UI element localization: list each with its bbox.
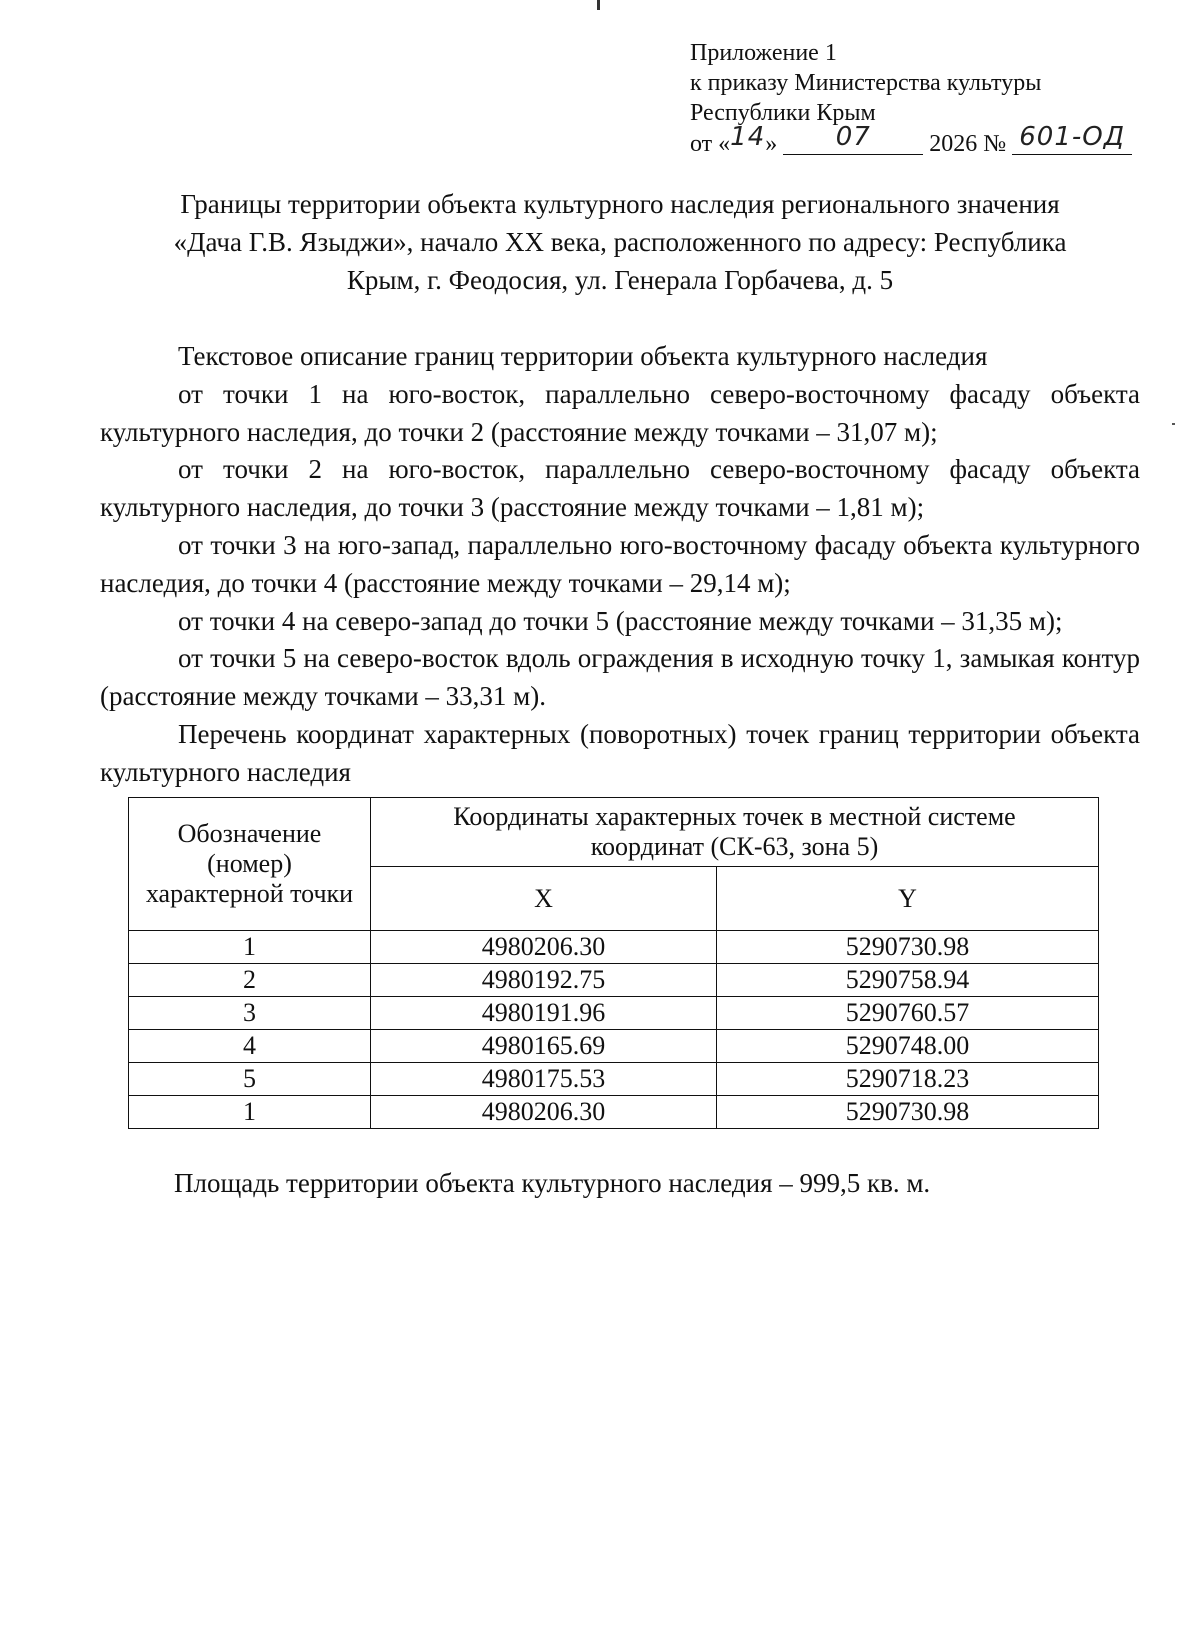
- cell-point: 1: [129, 931, 371, 964]
- appendix-line-1: Приложение 1: [690, 40, 837, 66]
- segment-1-2: от точки 1 на юго-восток, параллельно северо-восточному фасаду объекта культурного наследия, до точки 2 (расстояние между точками – 31,07 м);: [100, 378, 1140, 447]
- cell-y: 5290730.98: [717, 931, 1099, 964]
- cell-x: 4980206.30: [371, 1096, 717, 1129]
- appendix-block: [690, 38, 1170, 159]
- cell-y: 5290758.94: [717, 964, 1099, 997]
- cell-point: 1: [129, 1096, 371, 1129]
- appendix-line-3: Республики Крым: [690, 100, 876, 126]
- coordinates-table: [128, 797, 1099, 1129]
- cell-y: 5290760.57: [717, 997, 1099, 1030]
- table-row: [129, 997, 1099, 1030]
- appendix-date-line: [690, 122, 1170, 159]
- segment-4-5: от точки 4 на северо-запад до точки 5 (расстояние между точками – 31,35 м);: [178, 605, 1063, 636]
- table-row: [129, 1063, 1099, 1096]
- order-number-field: [1012, 122, 1132, 155]
- order-number-handwritten: 601-ОД: [1019, 122, 1126, 152]
- coords-intro: Перечень координат характерных (поворотных) точек границ территории объекта культурного наследия: [100, 718, 1140, 787]
- cell-y: 5290730.98: [717, 1096, 1099, 1129]
- cell-x: 4980175.53: [371, 1063, 717, 1096]
- title-line-2: «Дача Г.В. Языджи», начало XX века, расположенного по адресу: Республика: [173, 227, 1067, 257]
- table-row: [129, 964, 1099, 997]
- date-month-handwritten: 07: [835, 122, 871, 152]
- cell-point: 4: [129, 1030, 371, 1063]
- table-row: [129, 931, 1099, 964]
- cell-x: 4980206.30: [371, 931, 717, 964]
- header-y: Y: [717, 867, 1099, 931]
- title-line-1: Границы территории объекта культурного наследия регионального значения: [180, 189, 1060, 219]
- segment-3-4: от точки 3 на юго-запад, параллельно юго-восточному фасаду объекта культурного наследия, до точки 4 (расстояние между точками – 29,14 м);: [100, 529, 1140, 598]
- cell-x: 4980165.69: [371, 1030, 717, 1063]
- date-day-handwritten: 14: [730, 122, 766, 152]
- cell-x: 4980192.75: [371, 964, 717, 997]
- cell-y: 5290718.23: [717, 1063, 1099, 1096]
- segment-2-3: от точки 2 на юго-восток, параллельно северо-восточному фасаду объекта культурного наследия, до точки 3 (расстояние между точками – 1,81 м);: [100, 454, 1140, 523]
- date-prefix: от «: [690, 131, 731, 157]
- document-title: [100, 185, 1140, 299]
- header-point: Обозначение (номер) характерной точки: [129, 798, 371, 931]
- cell-point: 2: [129, 964, 371, 997]
- header-x: X: [371, 867, 717, 931]
- segment-5-1: от точки 5 на северо-восток вдоль ограждения в исходную точку 1, замыкая контур (расстояние между точками – 33,31 м).: [100, 643, 1140, 712]
- area-statement: Площадь территории объекта культурного наследия – 999,5 кв. м.: [174, 1168, 931, 1198]
- cell-point: 3: [129, 997, 371, 1030]
- scan-dot: [1172, 423, 1175, 425]
- date-mid: »: [765, 131, 778, 157]
- title-line-3: Крым, г. Феодосия, ул. Генерала Горбачева, д. 5: [346, 265, 894, 295]
- boundary-description: [100, 338, 1140, 792]
- page-top-mark: [597, 0, 600, 10]
- cell-x: 4980191.96: [371, 997, 717, 1030]
- header-coordinates: Координаты характерных точек в местной системе координат (СК-63, зона 5): [371, 798, 1099, 867]
- cell-y: 5290748.00: [717, 1030, 1099, 1063]
- date-year-no: 2026 №: [929, 131, 1007, 157]
- date-month-field: [783, 122, 923, 155]
- table-row: [129, 1096, 1099, 1129]
- appendix-line-2: к приказу Министерства культуры: [690, 70, 1042, 96]
- cell-point: 5: [129, 1063, 371, 1096]
- description-heading: Текстовое описание границ территории объекта культурного наследия: [178, 341, 988, 371]
- table-row: [129, 1030, 1099, 1063]
